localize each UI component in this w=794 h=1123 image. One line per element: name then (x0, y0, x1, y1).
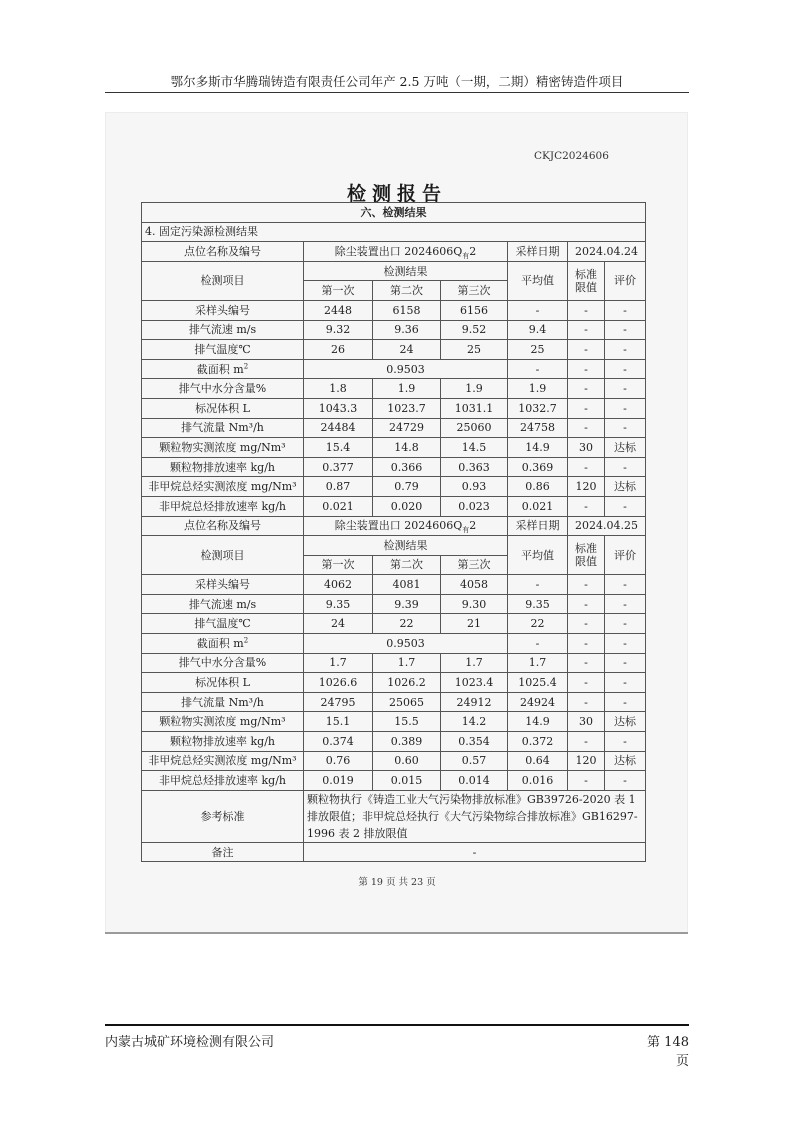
table-cell: 标准限值 (568, 261, 605, 300)
table-cell: 检测项目 (142, 536, 304, 575)
header-row (142, 261, 646, 281)
table-cell: 排气中水分含量% (142, 379, 304, 399)
table-cell: 参考标准 (142, 790, 304, 842)
table-cell: - (605, 320, 646, 340)
table-row (142, 673, 646, 693)
table-cell: 第三次 (441, 555, 508, 575)
table-cell: - (568, 634, 605, 654)
table-cell: 达标 (605, 712, 646, 732)
table-row (142, 359, 646, 379)
table-cell: 1.8 (304, 379, 373, 399)
table-cell: - (568, 320, 605, 340)
table-cell: 排气流速 m/s (142, 594, 304, 614)
table-cell: 120 (568, 477, 605, 497)
table-cell: 25065 (373, 692, 441, 712)
table-cell: 24484 (304, 418, 373, 438)
table-cell: 0.86 (508, 477, 568, 497)
section-title: 六、检测结果 (142, 203, 646, 223)
table-cell: 0.64 (508, 751, 568, 771)
table-cell: 1.7 (373, 653, 441, 673)
table-cell: - (568, 673, 605, 693)
table-cell: 0.354 (441, 732, 508, 752)
results-table (141, 202, 646, 862)
table-cell: 9.39 (373, 594, 441, 614)
table-cell: - (568, 300, 605, 320)
table-cell: - (605, 457, 646, 477)
row-label-sup: 2 (243, 636, 249, 645)
table-cell: - (568, 614, 605, 634)
point-name-text: 除尘装置出口 2024606Q (334, 244, 463, 258)
table-cell: 0.015 (373, 771, 441, 791)
table-cell: 1031.1 (441, 398, 508, 418)
table-cell: 9.36 (373, 320, 441, 340)
table-cell: - (605, 732, 646, 752)
table-cell: 0.60 (373, 751, 441, 771)
table-cell: 点位名称及编号 (142, 516, 304, 536)
table-cell: 排气温度℃ (142, 340, 304, 360)
point-name (304, 516, 508, 536)
table-cell: 标况体积 L (142, 398, 304, 418)
table-cell: 0.9503 (304, 359, 508, 379)
report-title: 检测报告 (346, 183, 447, 205)
table-cell: - (605, 398, 646, 418)
table-cell: - (568, 418, 605, 438)
table-cell: - (568, 594, 605, 614)
footer-divider (105, 1024, 689, 1026)
table-cell: 24 (304, 614, 373, 634)
report-code: CKJC2024606 (534, 150, 609, 162)
table-cell: 24912 (441, 692, 508, 712)
table-cell: 评价 (605, 261, 646, 300)
table-cell: 评价 (605, 536, 646, 575)
table-cell: 0.389 (373, 732, 441, 752)
table-cell: 9.32 (304, 320, 373, 340)
table-cell: - (605, 614, 646, 634)
reference-row (142, 790, 646, 842)
table-cell: - (605, 359, 646, 379)
table-row (142, 300, 646, 320)
table-cell: - (568, 359, 605, 379)
table-cell: 采样日期 (508, 242, 568, 262)
header-row (142, 536, 646, 556)
table-cell: 0.363 (441, 457, 508, 477)
table-cell: 1.9 (373, 379, 441, 399)
table-cell: 1026.2 (373, 673, 441, 693)
row-label-text: 截面积 m (196, 636, 244, 650)
table-cell: 24758 (508, 418, 568, 438)
table-cell: - (568, 398, 605, 418)
table-row (142, 614, 646, 634)
table-cell: 25 (508, 340, 568, 360)
table-cell: 第二次 (373, 555, 441, 575)
table-cell: 26 (304, 340, 373, 360)
footer-page-number: 第 148 页 (647, 1035, 689, 1069)
table-cell: - (605, 673, 646, 693)
table-cell: - (605, 771, 646, 791)
table-row (142, 732, 646, 752)
table-row (142, 477, 646, 497)
table-cell: - (568, 653, 605, 673)
table-row (142, 634, 646, 654)
table-cell: 15.1 (304, 712, 373, 732)
table-cell: - (605, 300, 646, 320)
table-cell: - (508, 359, 568, 379)
table-cell: 0.014 (441, 771, 508, 791)
table-cell: - (568, 575, 605, 595)
table-row (142, 457, 646, 477)
table-cell: 标准限值 (568, 536, 605, 575)
table-cell: 第三次 (441, 281, 508, 301)
table-cell: 0.016 (508, 771, 568, 791)
table-cell: 30 (568, 712, 605, 732)
table-cell: 平均值 (508, 536, 568, 575)
table-cell: 0.372 (508, 732, 568, 752)
table-cell: - (605, 594, 646, 614)
table-cell: 采样头编号 (142, 300, 304, 320)
table-cell: 15.5 (373, 712, 441, 732)
table-cell: 非甲烷总烃排放速率 kg/h (142, 771, 304, 791)
table-cell: 0.021 (304, 496, 373, 516)
table-cell: - (605, 692, 646, 712)
table-cell: 0.377 (304, 457, 373, 477)
table-cell: 0.9503 (304, 634, 508, 654)
table-cell: - (605, 575, 646, 595)
table-cell: 1023.4 (441, 673, 508, 693)
table-cell: 6158 (373, 300, 441, 320)
table-cell: - (568, 496, 605, 516)
table-cell: 1.9 (441, 379, 508, 399)
table-cell: 0.020 (373, 496, 441, 516)
table-row (142, 771, 646, 791)
table-cell: 14.8 (373, 438, 441, 458)
table-row (142, 496, 646, 516)
scan-edge (105, 932, 688, 934)
table-cell: 120 (568, 751, 605, 771)
header-divider (105, 92, 689, 93)
table-cell: - (508, 634, 568, 654)
table-row (142, 340, 646, 360)
table-cell: 25 (441, 340, 508, 360)
point-name-sub: 有 (462, 526, 470, 535)
table-cell: - (605, 496, 646, 516)
table-cell: 非甲烷总烃实测浓度 mg/Nm³ (142, 751, 304, 771)
table-row (142, 751, 646, 771)
table-cell: 达标 (605, 477, 646, 497)
table-cell: 排气流量 Nm³/h (142, 418, 304, 438)
table-cell: 颗粒物实测浓度 mg/Nm³ (142, 438, 304, 458)
table-cell: 1.7 (508, 653, 568, 673)
table-cell: 24729 (373, 418, 441, 438)
table-cell: 达标 (605, 751, 646, 771)
table-cell: 排气中水分含量% (142, 653, 304, 673)
table-cell: 1026.6 (304, 673, 373, 693)
table-cell: 标况体积 L (142, 673, 304, 693)
table-cell: 排气流量 Nm³/h (142, 692, 304, 712)
remarks-row (142, 842, 646, 862)
table-cell: 颗粒物排放速率 kg/h (142, 457, 304, 477)
remarks-value: - (304, 842, 646, 862)
point-name-suffix: 2 (469, 519, 477, 533)
section-title-row (142, 203, 646, 223)
table-row (142, 575, 646, 595)
table-cell: 0.57 (441, 751, 508, 771)
table-cell: 0.021 (508, 496, 568, 516)
table-cell: 排气温度℃ (142, 614, 304, 634)
table-cell: 非甲烷总烃排放速率 kg/h (142, 496, 304, 516)
table-cell: 排气流速 m/s (142, 320, 304, 340)
point-name (304, 242, 508, 262)
table-cell: - (605, 340, 646, 360)
table-cell: 颗粒物排放速率 kg/h (142, 732, 304, 752)
table-cell: 备注 (142, 842, 304, 862)
table-cell: - (568, 732, 605, 752)
table-cell: - (605, 418, 646, 438)
table-cell: 0.369 (508, 457, 568, 477)
table-cell: 点位名称及编号 (142, 242, 304, 262)
sample-date: 2024.04.24 (568, 242, 646, 262)
table-cell: 22 (508, 614, 568, 634)
table-cell: 检测项目 (142, 261, 304, 300)
table-cell: 30 (568, 438, 605, 458)
table-row (142, 438, 646, 458)
table-cell: 9.4 (508, 320, 568, 340)
table-cell: 0.93 (441, 477, 508, 497)
table-cell: 0.366 (373, 457, 441, 477)
footer-company: 内蒙古城矿环境检测有限公司 (105, 1035, 275, 1050)
table-cell: 0.79 (373, 477, 441, 497)
table-cell: 1.9 (508, 379, 568, 399)
table-cell: 平均值 (508, 261, 568, 300)
table-cell: 颗粒物实测浓度 mg/Nm³ (142, 712, 304, 732)
table-cell: 0.374 (304, 732, 373, 752)
table-cell: 达标 (605, 438, 646, 458)
document-header: 鄂尔多斯市华腾瑞铸造有限责任公司年产 2.5 万吨（一期，二期）精密铸造件项目 (170, 74, 624, 89)
table-cell: 第一次 (304, 555, 373, 575)
table-cell: 4081 (373, 575, 441, 595)
table-cell: - (605, 653, 646, 673)
table-row (142, 379, 646, 399)
table-row (142, 653, 646, 673)
results-header: 检测结果 (304, 261, 508, 281)
table-cell: 1.7 (441, 653, 508, 673)
table-cell: 24 (373, 340, 441, 360)
table-cell: - (605, 634, 646, 654)
table-cell: 0.87 (304, 477, 373, 497)
table-row (142, 712, 646, 732)
table-cell: 1032.7 (508, 398, 568, 418)
table-cell: - (605, 379, 646, 399)
point-row (142, 242, 646, 262)
sample-date: 2024.04.25 (568, 516, 646, 536)
table-cell: - (568, 692, 605, 712)
row-label (142, 634, 304, 654)
table-cell: 14.5 (441, 438, 508, 458)
table-cell: 0.023 (441, 496, 508, 516)
row-label-sup: 2 (243, 361, 249, 370)
table-cell: 25060 (441, 418, 508, 438)
point-name-sub: 有 (462, 252, 470, 261)
table-row (142, 418, 646, 438)
table-cell: 1025.4 (508, 673, 568, 693)
table-row (142, 594, 646, 614)
table-row (142, 320, 646, 340)
table-cell: - (508, 575, 568, 595)
row-label-text: 截面积 m (196, 362, 244, 376)
table-cell: 0.76 (304, 751, 373, 771)
table-cell: - (568, 379, 605, 399)
results-header: 检测结果 (304, 536, 508, 556)
table-cell: 6156 (441, 300, 508, 320)
table-cell: 9.30 (441, 594, 508, 614)
table-cell: - (568, 771, 605, 791)
table-cell: 1023.7 (373, 398, 441, 418)
table-cell: 15.4 (304, 438, 373, 458)
table-cell: 9.35 (508, 594, 568, 614)
table-cell: 非甲烷总烃实测浓度 mg/Nm³ (142, 477, 304, 497)
table-cell: 22 (373, 614, 441, 634)
subsection-title: 4. 固定污染源检测结果 (142, 222, 646, 242)
table-cell: 1.7 (304, 653, 373, 673)
table-cell: 24795 (304, 692, 373, 712)
subsection-row (142, 222, 646, 242)
table-cell: - (568, 340, 605, 360)
point-name-suffix: 2 (469, 244, 477, 258)
table-cell: 0.019 (304, 771, 373, 791)
table-cell: 9.52 (441, 320, 508, 340)
table-cell: - (568, 457, 605, 477)
table-cell: 14.9 (508, 438, 568, 458)
table-cell: - (508, 300, 568, 320)
table-cell: 采样日期 (508, 516, 568, 536)
point-row (142, 516, 646, 536)
table-cell: 4062 (304, 575, 373, 595)
point-name-text: 除尘装置出口 2024606Q (334, 519, 463, 533)
table-cell: 21 (441, 614, 508, 634)
table-cell: 14.9 (508, 712, 568, 732)
table-row (142, 692, 646, 712)
row-label (142, 359, 304, 379)
table-cell: 2448 (304, 300, 373, 320)
report-page-number: 第 19 页 共 23 页 (358, 877, 436, 888)
table-cell: 14.2 (441, 712, 508, 732)
table-cell: 第二次 (373, 281, 441, 301)
table-cell: 采样头编号 (142, 575, 304, 595)
table-cell: 4058 (441, 575, 508, 595)
reference-text: 颗粒物执行《铸造工业大气污染物排放标准》GB39726-2020 表 1 排放限值；非甲烷总烃执行《大气污染物综合排放标准》GB16297-1996 表 2 排放限值 (304, 790, 646, 842)
table-cell: 1043.3 (304, 398, 373, 418)
table-row (142, 398, 646, 418)
table-cell: 24924 (508, 692, 568, 712)
table-cell: 9.35 (304, 594, 373, 614)
table-cell: 第一次 (304, 281, 373, 301)
